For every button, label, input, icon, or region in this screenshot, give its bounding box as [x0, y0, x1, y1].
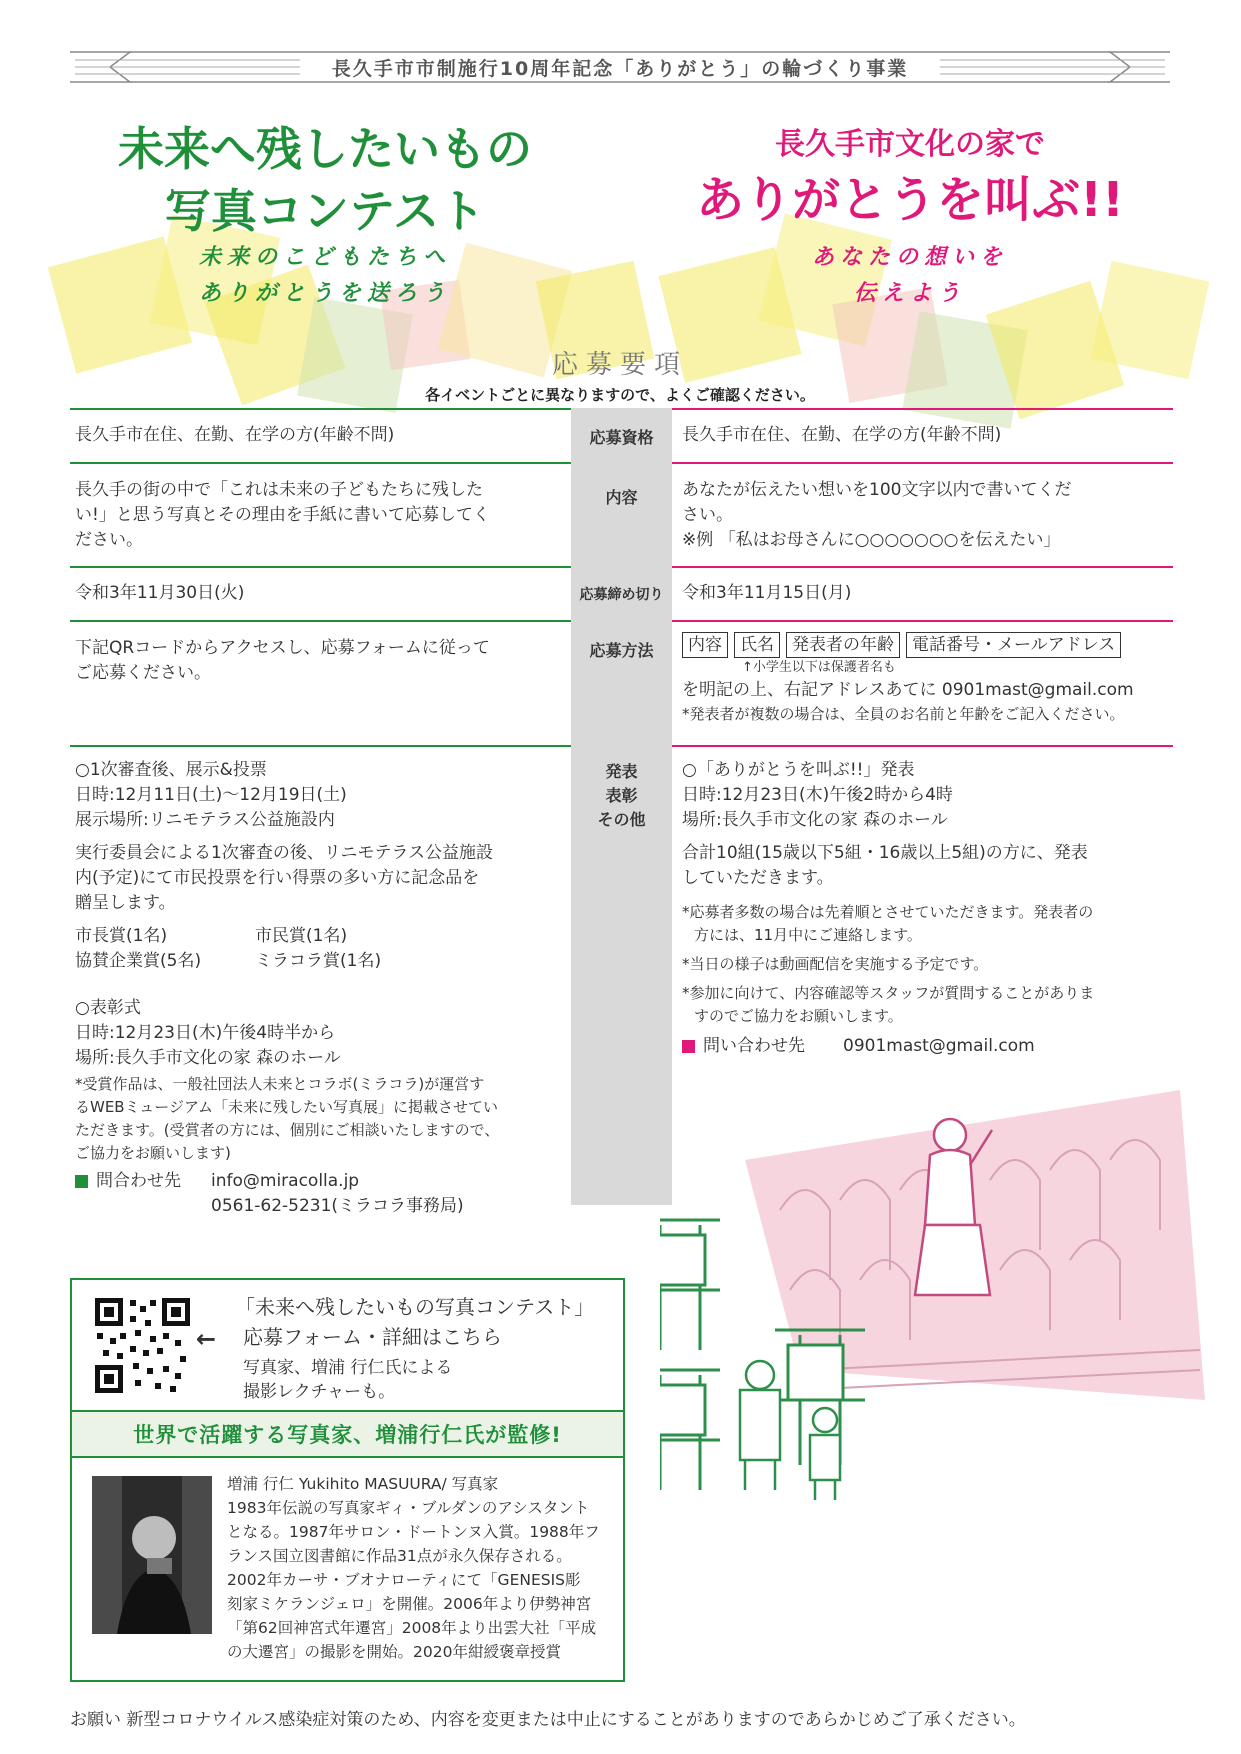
- content-left: [75, 478, 570, 553]
- label-deadline: 応募締め切り: [579, 587, 664, 603]
- presentation-date: 日時:12月23日(木)午後2時から4時: [682, 785, 953, 805]
- box-band-text: 世界で活躍する写真家、増浦行仁氏が監修!: [133, 1423, 562, 1447]
- ceremony-date: 日時:12月23日(木)午後4時半から: [75, 1023, 336, 1043]
- row-divider-right: [672, 408, 1173, 410]
- award-note-line: *受賞作品は、一般社団法人未来とコラボ(ミラコラ)が運営す: [75, 1075, 485, 1093]
- qr-line: 「未来へ残したいもの写真コンテスト」: [235, 1295, 595, 1319]
- bio-line: 2002年カーサ・ブオナローティにて「GENESIS彫: [227, 1571, 581, 1589]
- row-divider-left: [70, 566, 571, 568]
- bio-line: の大遷宮」の撮影を開始。2020年紺綬褒章授賞: [227, 1643, 561, 1661]
- method-left-line: ご応募ください。: [75, 663, 211, 683]
- label-eligibility: 応募資格: [589, 428, 654, 447]
- qr-line[interactable]: 応募フォーム・詳細はこちら: [243, 1325, 502, 1349]
- label-other-line: その他: [597, 810, 646, 829]
- eligibility-right: 長久手市在住、在勤、在学の方(年齢不問): [682, 425, 1002, 445]
- deadline-left: 令和3年11月30日(火): [75, 583, 245, 603]
- bio-line: 増浦 行仁 Yukihito MASUURA/ 写真家: [227, 1475, 499, 1493]
- contact-phone: 0561-62-5231(ミラコラ事務局): [211, 1196, 464, 1216]
- content-left-line: い!」と思う写真とその理由を手紙に書いて応募してく: [75, 505, 490, 525]
- guidelines-note: 各イベントごとに異なりますので、よくご確認ください。: [425, 386, 815, 404]
- label-other-line: 発表: [605, 762, 638, 781]
- contact-email[interactable]: 0901mast@gmail.com: [843, 1036, 1035, 1056]
- row-divider-right: [672, 745, 1173, 747]
- row-divider-right: [672, 620, 1173, 622]
- left-event-title: [70, 118, 580, 242]
- bio-line: 1983年伝説の写真家ギィ・ブルダンのアシスタント: [227, 1499, 590, 1517]
- green-square-icon: [75, 1175, 88, 1188]
- left-event-subtitle: [70, 240, 580, 312]
- photographer-photo: [92, 1476, 212, 1634]
- ceremony-place: 場所:長久手市文化の家 森のホール: [75, 1048, 341, 1068]
- ceremony-heading: ○表彰式: [75, 998, 141, 1018]
- right-subtitle-line2: 伝えよう: [853, 281, 966, 306]
- exhibition-place: 展示場所:リニモテラス公益施設内: [75, 810, 335, 830]
- exhibition-desc: 内(予定)にて市民投票を行い得票の多い方に記念品を: [75, 868, 480, 888]
- left-title-line2: 写真コンテスト: [164, 184, 486, 238]
- label-method: 応募方法: [589, 641, 654, 660]
- presentation-note: 方には、11月中にご連絡します。: [694, 926, 922, 944]
- presentation-desc: 合計10組(15歳以下5組・16歳以上5組)の方に、発表: [682, 843, 1088, 863]
- prize: 協賛企業賞(5名): [75, 951, 202, 971]
- presentation-note: *応募者多数の場合は先着順とさせていただきます。発表者の: [682, 903, 1094, 921]
- bio-line: ランス国立図書館に作品31点が永久保存される。: [227, 1547, 572, 1565]
- content-right-line: ※例 「私はお母さんに○○○○○○○を伝えたい」: [682, 530, 1061, 550]
- easel-icon: [660, 1220, 720, 1350]
- qr-line: 撮影レクチャーも。: [243, 1382, 396, 1402]
- other-right: [682, 758, 1177, 1059]
- exhibition-date: 日時:12月11日(土)〜12月19日(土): [75, 785, 347, 805]
- contact-email[interactable]: info@miracolla.jp: [211, 1171, 360, 1191]
- method-note: *発表者が複数の場合は、全員のお名前と年齢をご記入ください。: [682, 705, 1125, 723]
- label-content: 内容: [605, 488, 638, 507]
- content-right-line: あなたが伝えたい想いを100文字以内で書いてくだ: [682, 480, 1072, 500]
- bio-line: となる。1987年サロン・ドートンヌ入賞。1988年フ: [227, 1523, 600, 1541]
- easel-icon: [660, 1370, 720, 1490]
- method-right: [682, 632, 1177, 726]
- right-contact: [682, 1034, 1177, 1059]
- presentation-place: 場所:長久手市文化の家 森のホール: [682, 810, 948, 830]
- box-divider: [72, 1456, 623, 1458]
- method-tags: [682, 632, 1177, 658]
- method-tag: 発表者の年齢: [786, 632, 900, 658]
- award-note-line: ただきます。(受賞者の方には、個別にご相談いたしますので、: [75, 1121, 500, 1139]
- award-note-line: るWEBミュージアム「未来に残したい写真展」に掲載させてい: [75, 1098, 498, 1116]
- method-tag-note: ↑小学生以下は保護者名も: [742, 660, 896, 675]
- content-left-line: 長久手の街の中で「これは未来の子どもたちに残した: [75, 480, 483, 500]
- method-left-line: 下記QRコードからアクセスし、応募フォームに従って: [75, 638, 490, 658]
- prize: ミラコラ賞(1名): [255, 951, 382, 971]
- illustration: [660, 1070, 1220, 1630]
- left-contact: [75, 1169, 570, 1194]
- pink-square-icon: [682, 1040, 695, 1053]
- photographer-bio: [227, 1472, 612, 1664]
- presentation-note: *当日の様子は動画配信を実施する予定です。: [682, 955, 989, 973]
- content-left-line: ださい。: [75, 530, 143, 550]
- guidelines-heading: 応募要項: [551, 350, 688, 380]
- award-note-line: ご協力をお願いします): [75, 1144, 231, 1162]
- exhibition-desc: 贈呈します。: [75, 893, 176, 913]
- deadline-right: 令和3年11月15日(月): [682, 583, 852, 603]
- prize-row: [75, 949, 570, 974]
- qr-code-icon[interactable]: [95, 1298, 190, 1393]
- exhibition-desc: 実行委員会による1次審査の後、リニモテラス公益施設: [75, 843, 493, 863]
- method-left: [75, 636, 570, 686]
- arrow-left-icon: ←: [196, 1325, 217, 1353]
- right-event-title-1: 長久手市文化の家で: [775, 127, 1045, 162]
- award-note: [75, 1073, 570, 1165]
- qr-line: 写真家、増浦 行仁氏による: [243, 1358, 453, 1378]
- banner-text: 長久手市市制施行10周年記念「ありがとう」の輪づくり事業: [331, 58, 909, 80]
- label-other-line: 表彰: [605, 786, 638, 805]
- presentation-notes: [682, 901, 1177, 1028]
- eligibility-left: 長久手市在住、在勤、在学の方(年齢不問): [75, 425, 395, 445]
- row-divider-right: [672, 566, 1173, 568]
- method-tag: 電話番号・メールアドレス: [906, 632, 1121, 658]
- presentation-note: すのでご協力をお願いします。: [694, 1007, 903, 1025]
- exhibition-heading: ○1次審査後、展示&投票: [75, 760, 267, 780]
- row-divider-left: [70, 462, 571, 464]
- bio-line: 刻家ミケランジェロ」を開催。2006年より伊勢神宮: [227, 1595, 592, 1613]
- contact-label: 問合わせ先: [96, 1171, 181, 1191]
- qr-text: [235, 1292, 594, 1404]
- right-event-subtitle: [640, 240, 1180, 312]
- row-divider-left: [70, 620, 571, 622]
- method-address-line: を明記の上、右記アドレスあてに 0901mast@gmail.com: [682, 680, 1134, 700]
- method-tag: 氏名: [734, 632, 780, 658]
- other-left: [75, 758, 570, 1219]
- photographer-photo-art: [92, 1476, 212, 1634]
- right-event-title-2: ありがとうを叫ぶ!!: [696, 172, 1124, 228]
- footer-notice: お願い 新型コロナウイルス感染症対策のため、内容を変更または中止にすることがありますのであらかじめご了承ください。: [70, 1710, 1026, 1730]
- row-divider-left: [70, 745, 571, 747]
- banner: [70, 48, 1170, 86]
- method-tag: 内容: [682, 632, 728, 658]
- row-divider-right: [672, 462, 1173, 464]
- left-subtitle-line1: 未来のこどもたちへ: [198, 245, 451, 270]
- bio-line: 「第62回神宮式年遷宮」2008年より出雲大社「平成: [227, 1619, 597, 1637]
- row-divider-left: [70, 408, 571, 410]
- prize: 市長賞(1名): [75, 926, 168, 946]
- left-subtitle-line2: ありがとうを送ろう: [198, 281, 451, 306]
- presentation-note: *参加に向けて、内容確認等スタッフが質問することがありま: [682, 984, 1095, 1002]
- content-right-line: さい。: [682, 505, 733, 525]
- presentation-desc: していただきます。: [682, 868, 834, 888]
- right-subtitle-line1: あなたの想いを: [811, 245, 1008, 270]
- prize-row: [75, 924, 570, 949]
- label-other: [571, 760, 672, 832]
- contact-label: 問い合わせ先: [703, 1036, 805, 1056]
- presentation-heading: ○「ありがとうを叫ぶ!!」発表: [682, 760, 915, 780]
- prize: 市民賞(1名): [255, 926, 348, 946]
- left-title-line1: 未来へ残したいもの: [118, 122, 532, 176]
- content-right: [682, 478, 1177, 553]
